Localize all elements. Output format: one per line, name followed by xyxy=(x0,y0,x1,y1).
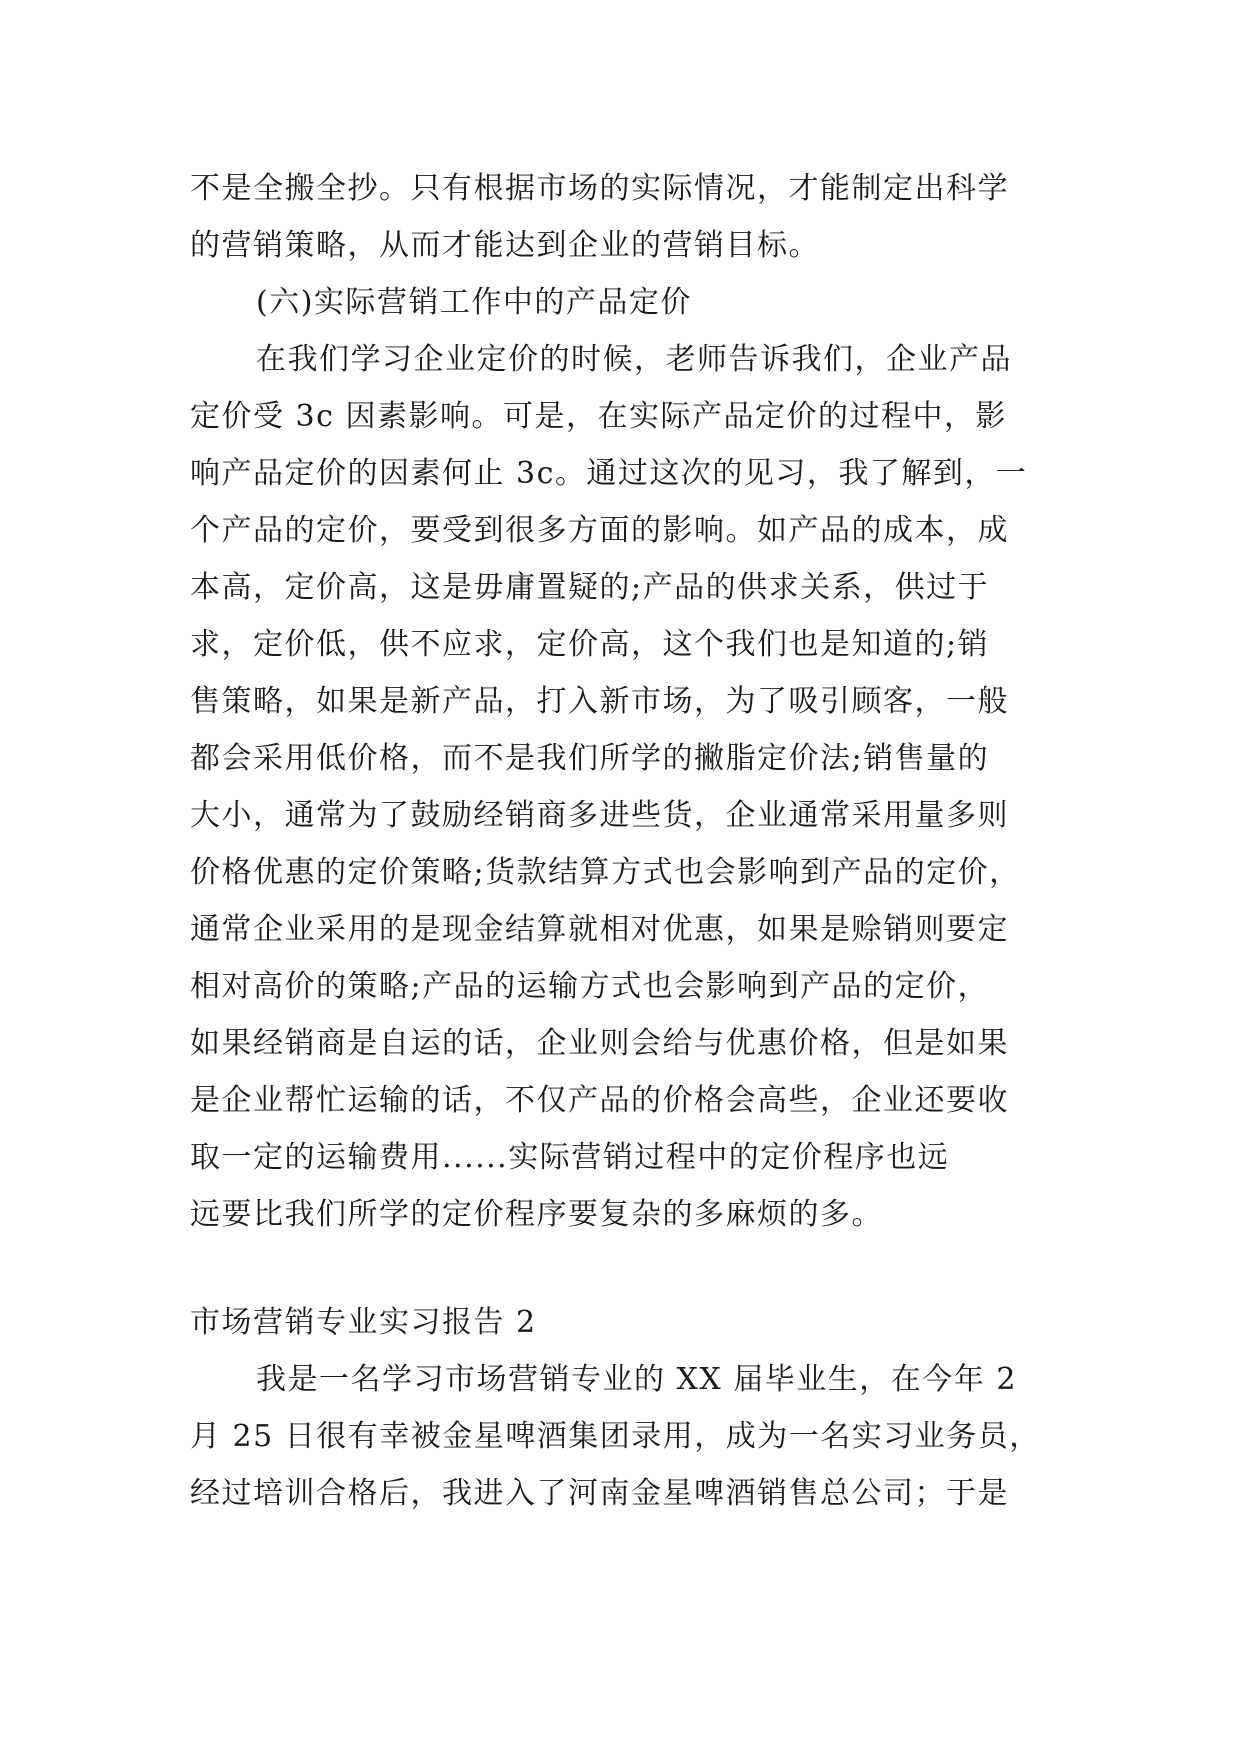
document-page xyxy=(190,160,1050,1522)
text-line: 定价受 3c 因素影响。可是，在实际产品定价的过程中，影 xyxy=(190,399,1007,434)
text-line: 售策略，如果是新产品，打入新市场，为了吸引顾客，一般 xyxy=(190,684,1009,719)
pricing-paragraph xyxy=(190,331,1050,1243)
text-line: 都会采用低价格，而不是我们所学的撇脂定价法;销售量的 xyxy=(190,741,990,776)
subheading: (六)实际营销工作中的产品定价 xyxy=(256,285,692,320)
report2-paragraph xyxy=(190,1351,1050,1522)
section-title: 市场营销专业实习报告 2 xyxy=(190,1305,537,1340)
text-line: 大小，通常为了鼓励经销商多进些货，企业通常采用量多则 xyxy=(190,798,1009,833)
text-line: 如果经销商是自运的话，企业则会给与优惠价格，但是如果 xyxy=(190,1026,1009,1061)
text-line: 在我们学习企业定价的时候，老师告诉我们，企业产品 xyxy=(256,342,1012,377)
text-line: 是企业帮忙运输的话，不仅产品的价格会高些，企业还要收 xyxy=(190,1083,1009,1118)
text-line: 不是全搬全抄。只有根据市场的实际情况，才能制定出科学 xyxy=(190,171,1009,206)
text-line: 相对高价的策略;产品的运输方式也会影响到产品的定价， xyxy=(190,969,990,1004)
text-line: 的营销策略，从而才能达到企业的营销目标。 xyxy=(190,228,820,263)
intro-paragraph xyxy=(190,160,1050,274)
text-line: 通常企业采用的是现金结算就相对优惠，如果是赊销则要定 xyxy=(190,912,1009,947)
text-line: 个产品的定价，要受到很多方面的影响。如产品的成本，成 xyxy=(190,513,1009,548)
text-line: 取一定的运输费用......实际营销过程中的定价程序也远 xyxy=(190,1140,950,1175)
text-line: 本高，定价高，这是毋庸置疑的;产品的供求关系，供过于 xyxy=(190,570,990,605)
text-line: 经过培训合格后，我进入了河南金星啤酒销售总公司；于是 xyxy=(190,1476,1009,1511)
text-line: 我是一名学习市场营销专业的 XX 届毕业生，在今年 2 xyxy=(256,1362,1017,1397)
section-spacer xyxy=(190,1243,1050,1294)
text-line: 月 25 日很有幸被金星啤酒集团录用，成为一名实习业务员， xyxy=(190,1419,1041,1454)
text-line: 响产品定价的因素何止 3c。通过这次的见习，我了解到，一 xyxy=(190,456,1028,491)
text-line: 远要比我们所学的定价程序要复杂的多麻烦的多。 xyxy=(190,1197,883,1232)
text-line: 价格优惠的定价策略;货款结算方式也会影响到产品的定价， xyxy=(190,855,1021,890)
text-line: 求，定价低，供不应求，定价高，这个我们也是知道的;销 xyxy=(190,627,990,662)
